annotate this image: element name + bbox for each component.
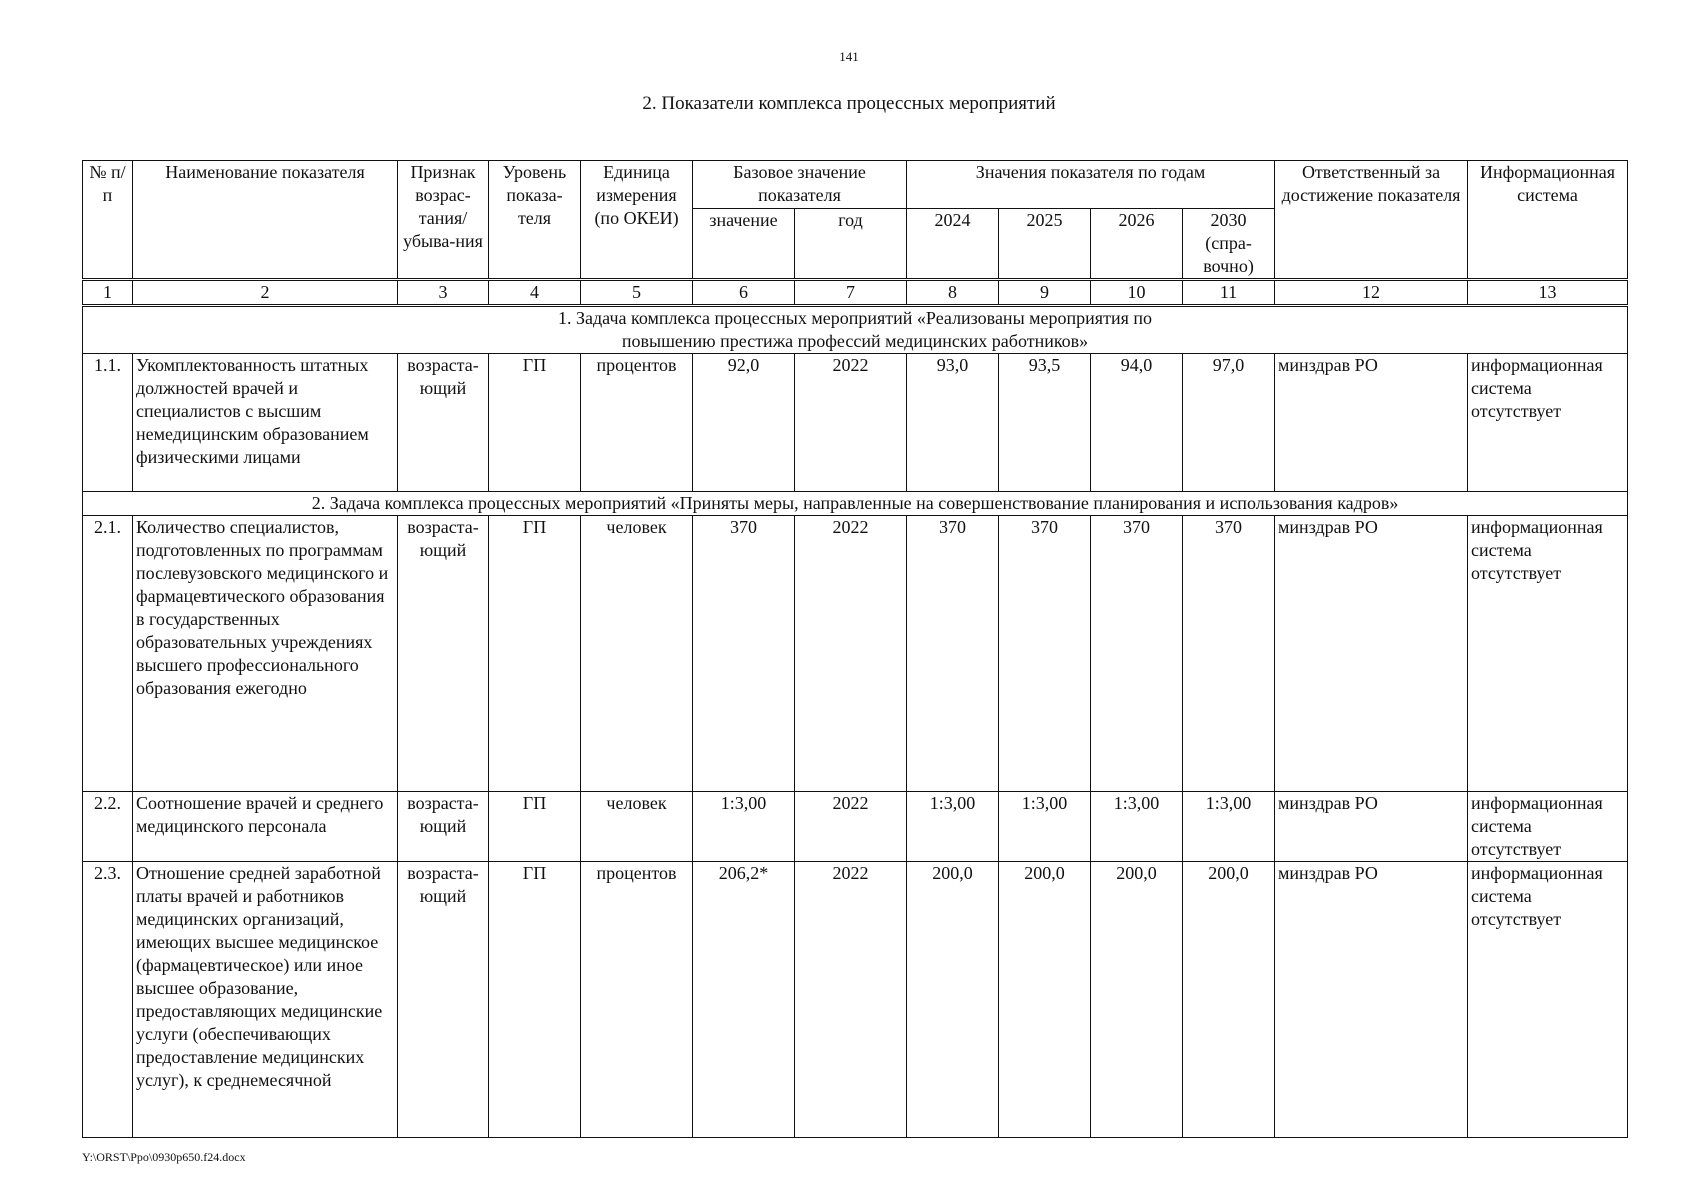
unit-cell: процентов <box>581 862 693 1138</box>
header-name: Наименование показателя <box>133 161 398 280</box>
value-2024-cell: 93,0 <box>907 354 999 492</box>
column-number: 5 <box>581 280 693 306</box>
header-row-1 <box>83 161 1628 209</box>
value-2025-cell: 200,0 <box>999 862 1091 1138</box>
header-base-value: значение <box>693 209 795 280</box>
task-1-title: 1. Задача комплекса процессных мероприятий «Реализованы мероприятия по повышению престижа профессий медицинских работников» <box>83 306 1628 354</box>
indicator-name: Количество специалистов, подготовленных по программам послевузовского медицинского и фармацевтического образования в государственных образовательных учреждениях высшего профессионального образования ежегодно <box>133 516 398 792</box>
table-row <box>83 862 1628 1138</box>
value-2024-cell: 1:3,00 <box>907 792 999 862</box>
column-number: 13 <box>1468 280 1628 306</box>
responsible-cell: минздрав РО <box>1275 792 1468 862</box>
trend-cell: возраста-ющий <box>398 792 489 862</box>
header-level: Уровень показа-теля <box>489 161 581 280</box>
base-value-cell: 1:3,00 <box>693 792 795 862</box>
header-by-years: Значения показателя по годам <box>907 161 1275 209</box>
system-cell: информационная система отсутствует <box>1468 516 1628 792</box>
header-base-year: год <box>795 209 907 280</box>
column-number: 6 <box>693 280 795 306</box>
indicators-table <box>82 160 1628 1138</box>
page-number: 141 <box>839 49 859 64</box>
column-number: 3 <box>398 280 489 306</box>
base-year-cell: 2022 <box>795 516 907 792</box>
column-number: 2 <box>133 280 398 306</box>
table-row <box>83 792 1628 862</box>
indicator-name: Отношение средней заработной платы врачей и работников медицинских организаций, имеющих высшее медицинское (фармацевтическое) или иное высшее образование, предоставляющих медицинские услуги (обеспечивающих предоставление медицинских услуг), к среднемесячной <box>133 862 398 1138</box>
value-2030-cell: 370 <box>1183 516 1275 792</box>
value-2030-cell: 200,0 <box>1183 862 1275 1138</box>
section-title: 2. Показатели комплекса процессных мероприятий <box>642 93 1056 114</box>
responsible-cell: минздрав РО <box>1275 354 1468 492</box>
header-2025: 2025 <box>999 209 1091 280</box>
header-2026: 2026 <box>1091 209 1183 280</box>
header-base: Базовое значение показателя <box>693 161 907 209</box>
column-number: 8 <box>907 280 999 306</box>
indicator-name: Соотношение врачей и среднего медицинского персонала <box>133 792 398 862</box>
base-year-cell: 2022 <box>795 354 907 492</box>
value-2026-cell: 370 <box>1091 516 1183 792</box>
table-row <box>83 516 1628 792</box>
column-number: 10 <box>1091 280 1183 306</box>
value-2025-cell: 370 <box>999 516 1091 792</box>
base-value-cell: 206,2* <box>693 862 795 1138</box>
system-cell: информационная система отсутствует <box>1468 862 1628 1138</box>
row-number: 1.1. <box>83 354 133 492</box>
file-path-footer: Y:\ORST\Ppo\0930p650.f24.docx <box>82 1150 246 1164</box>
trend-cell: возраста-ющий <box>398 862 489 1138</box>
unit-cell: процентов <box>581 354 693 492</box>
system-cell: информационная система отсутствует <box>1468 354 1628 492</box>
trend-cell: возраста-ющий <box>398 516 489 792</box>
value-2026-cell: 1:3,00 <box>1091 792 1183 862</box>
unit-cell: человек <box>581 792 693 862</box>
value-2025-cell: 93,5 <box>999 354 1091 492</box>
value-2024-cell: 370 <box>907 516 999 792</box>
level-cell: ГП <box>489 516 581 792</box>
header-system: Информационная система <box>1468 161 1628 280</box>
value-2026-cell: 94,0 <box>1091 354 1183 492</box>
base-value-cell: 370 <box>693 516 795 792</box>
level-cell: ГП <box>489 354 581 492</box>
column-number: 7 <box>795 280 907 306</box>
base-year-cell: 2022 <box>795 862 907 1138</box>
base-value-cell: 92,0 <box>693 354 795 492</box>
column-number: 11 <box>1183 280 1275 306</box>
column-number: 12 <box>1275 280 1468 306</box>
task-2-row <box>83 492 1628 516</box>
header-unit: Единица измерения (по ОКЕИ) <box>581 161 693 280</box>
value-2025-cell: 1:3,00 <box>999 792 1091 862</box>
system-cell: информационная система отсутствует <box>1468 792 1628 862</box>
header-2024: 2024 <box>907 209 999 280</box>
unit-cell: человек <box>581 516 693 792</box>
header-no: № п/п <box>83 161 133 280</box>
level-cell: ГП <box>489 792 581 862</box>
column-number: 9 <box>999 280 1091 306</box>
trend-cell: возраста-ющий <box>398 354 489 492</box>
task-2-title: 2. Задача комплекса процессных мероприятий «Приняты меры, направленные на совершенствование планирования и использования кадров» <box>83 492 1628 516</box>
responsible-cell: минздрав РО <box>1275 516 1468 792</box>
table-row <box>83 354 1628 492</box>
column-number: 1 <box>83 280 133 306</box>
row-number: 2.2. <box>83 792 133 862</box>
indicator-name: Укомплектованность штатных должностей врачей и специалистов с высшим немедицинским образованием физическими лицами <box>133 354 398 492</box>
value-2024-cell: 200,0 <box>907 862 999 1138</box>
task-1-row <box>83 306 1628 354</box>
column-number: 4 <box>489 280 581 306</box>
value-2030-cell: 97,0 <box>1183 354 1275 492</box>
value-2026-cell: 200,0 <box>1091 862 1183 1138</box>
column-numbers-row <box>83 280 1628 306</box>
header-responsible: Ответственный за достижение показателя <box>1275 161 1468 280</box>
responsible-cell: минздрав РО <box>1275 862 1468 1138</box>
row-number: 2.3. <box>83 862 133 1138</box>
value-2030-cell: 1:3,00 <box>1183 792 1275 862</box>
header-2030: 2030 (спра-вочно) <box>1183 209 1275 280</box>
base-year-cell: 2022 <box>795 792 907 862</box>
header-trend: Признак возрас-тания/ убыва-ния <box>398 161 489 280</box>
row-number: 2.1. <box>83 516 133 792</box>
level-cell: ГП <box>489 862 581 1138</box>
